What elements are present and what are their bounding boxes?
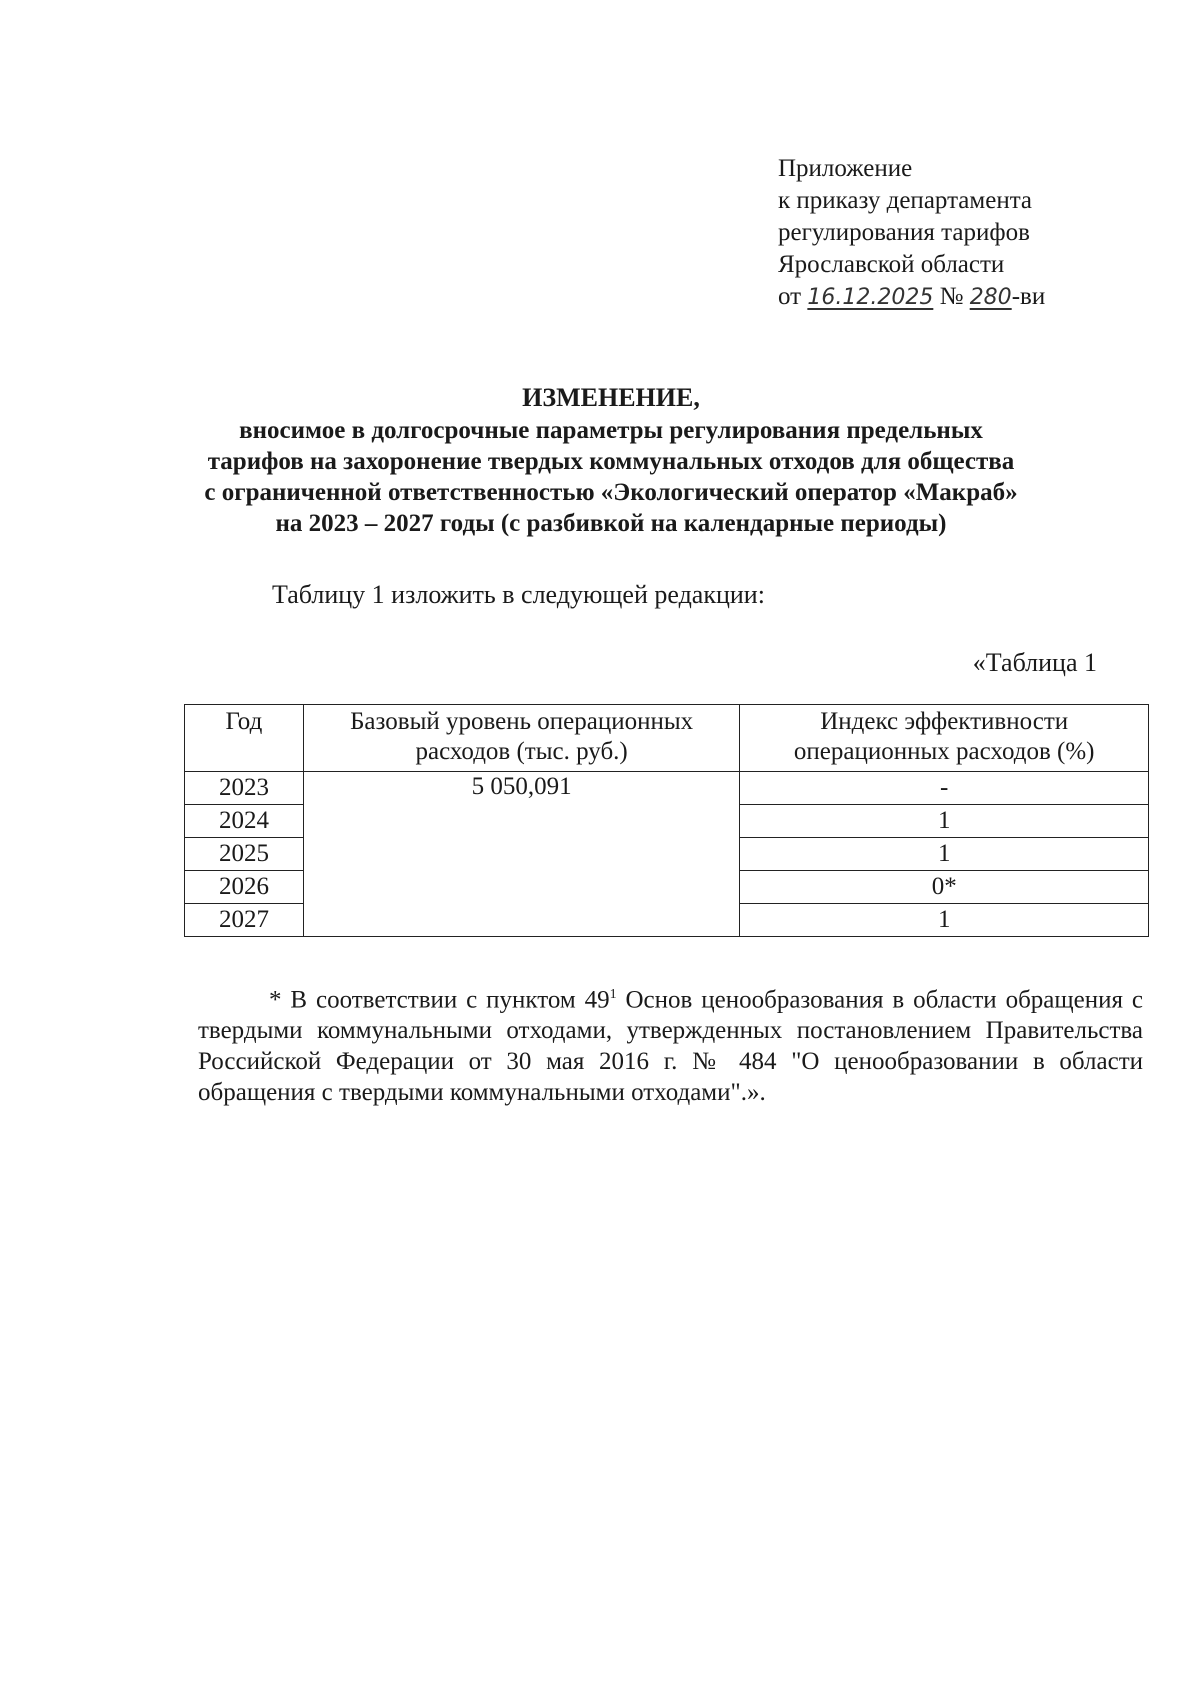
year-cell: 2025 [185, 838, 304, 871]
heading-line-4: на 2023 – 2027 годы (с разбивкой на календарные периоды) [275, 510, 947, 537]
footnote-text: Основ ценообразования в области обращения с твердыми коммунальными отходами, утвержденных постановлением Правительства Российской Федерации от 30 мая 2016 г. № 484 "О ценообразовании в области обращения с твердыми коммунальными отходами".». [198, 986, 1143, 1107]
heading-line-1: вносимое в долгосрочные параметры регулирования предельных [239, 417, 983, 444]
footnote-superscript: 1 [609, 987, 617, 1002]
annex-line-region: Ярославской области [778, 251, 1005, 278]
handwritten-date: 16.12.2025 [807, 285, 934, 310]
table-label: «Таблица 1 [972, 648, 1097, 677]
heading-line-2: тарифов на захоронение твердых коммунальных отходов для общества [207, 448, 1015, 475]
parameters-table [184, 704, 1149, 937]
header-base-level: Базовый уровень операционных расходов (тыс. руб.) [303, 705, 740, 772]
annex-block [778, 153, 1045, 314]
footnote-lead: * В соответствии с пунктом 49 [269, 986, 610, 1014]
document-heading [150, 382, 1072, 539]
table-row [185, 772, 1149, 805]
index-cell: 0* [740, 871, 1149, 904]
year-cell: 2027 [185, 904, 304, 937]
year-cell: 2023 [185, 772, 304, 805]
heading-title: ИЗМЕНЕНИЕ, [522, 383, 700, 412]
index-cell: 1 [740, 838, 1149, 871]
year-cell: 2026 [185, 871, 304, 904]
number-suffix: -ви [1011, 283, 1046, 310]
annex-title: Приложение [778, 155, 913, 182]
table-header-row [185, 705, 1149, 772]
annex-line-order: к приказу департамента [778, 187, 1033, 214]
index-cell: 1 [740, 904, 1149, 937]
handwritten-number: 280 [969, 285, 1012, 310]
number-prefix: № [939, 283, 964, 310]
index-cell: - [740, 772, 1149, 805]
annex-date-line [778, 281, 1045, 314]
year-cell: 2024 [185, 805, 304, 838]
header-efficiency-index: Индекс эффективности операционных расходов (%) [740, 705, 1149, 772]
footnote [198, 979, 1143, 1108]
date-prefix: от [778, 283, 802, 310]
header-year: Год [185, 705, 304, 772]
index-cell: 1 [740, 805, 1149, 838]
annex-line-department: регулирования тарифов [778, 219, 1030, 246]
base-level-cell: 5 050,091 [303, 772, 740, 937]
heading-line-3: с ограниченной ответственностью «Экологический оператор «Макраб» [204, 479, 1018, 506]
lead-paragraph: Таблицу 1 изложить в следующей редакции: [272, 580, 765, 609]
